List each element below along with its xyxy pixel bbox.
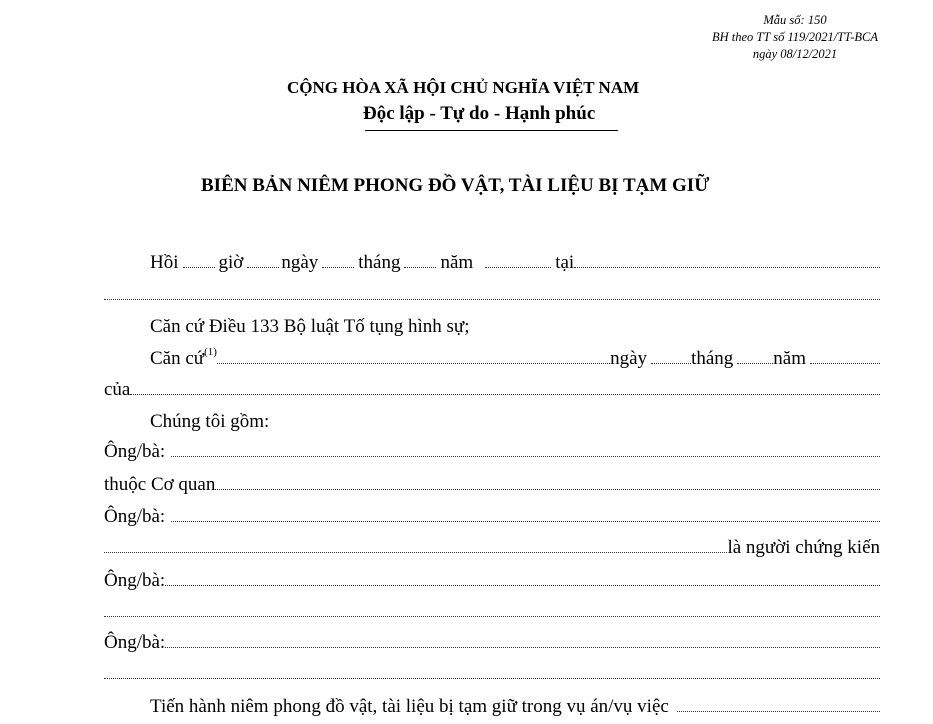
- person-4-line: [104, 628, 880, 654]
- year-field[interactable]: [485, 266, 551, 268]
- agency-line: [104, 470, 880, 496]
- person-3-field-continued[interactable]: [104, 615, 880, 617]
- hour-field[interactable]: [183, 266, 215, 268]
- person-label: Ông/bà:: [104, 441, 166, 462]
- cua-label: của: [104, 379, 131, 400]
- basis-thang-label: tháng: [691, 348, 734, 369]
- tai-label: tại: [555, 252, 575, 273]
- basis-nam-label: năm: [773, 348, 806, 369]
- officer-name-field[interactable]: [171, 455, 880, 457]
- person-3-field[interactable]: [165, 584, 880, 586]
- thang-label: tháng: [358, 252, 401, 273]
- proceed-text: Tiến hành niêm phong đồ vật, tài liệu bị tạm giữ trong vụ án/vụ việc: [150, 696, 669, 717]
- agency-field[interactable]: [215, 488, 880, 490]
- witness-suffix: là người chứng kiến: [727, 537, 880, 558]
- document-title: BIÊN BẢN NIÊM PHONG ĐỒ VẬT, TÀI LIỆU BỊ TẠM GIỮ: [201, 175, 710, 196]
- basis-day-field[interactable]: [651, 362, 691, 364]
- person-3-continued-line: [104, 597, 880, 623]
- basis-month-field[interactable]: [737, 362, 773, 364]
- witness-name-field[interactable]: [171, 520, 880, 522]
- person-3-line: [104, 566, 880, 592]
- case-field[interactable]: [677, 710, 880, 712]
- legal-basis-2: [150, 344, 880, 370]
- person-4-continued-line: [104, 659, 880, 685]
- gio-label: giờ: [218, 252, 244, 273]
- person-label: Ông/bà:: [104, 632, 166, 653]
- ngay-label: ngày: [281, 252, 319, 273]
- person-4-field[interactable]: [165, 646, 880, 648]
- day-field[interactable]: [322, 266, 354, 268]
- agency-label: thuộc Cơ quan: [104, 474, 216, 495]
- basis-label-text: Căn cứ: [150, 348, 205, 369]
- basis-label: [150, 348, 217, 370]
- legal-basis-1: [150, 312, 880, 338]
- place-field-continued[interactable]: [104, 298, 880, 300]
- we-include-line: [150, 407, 880, 433]
- national-title: CỘNG HÒA XÃ HỘI CHỦ NGHĨA VIỆT NAM: [287, 78, 640, 97]
- legal-basis-1-text: Căn cứ Điều 133 Bộ luật Tố tụng hình sự;: [150, 316, 470, 337]
- issuer-field[interactable]: [130, 393, 880, 395]
- hoi-label: Hồi: [150, 252, 179, 273]
- we-include-text: Chúng tôi gồm:: [150, 411, 270, 432]
- basis-year-field[interactable]: [810, 362, 880, 364]
- proceed-line: [150, 692, 880, 718]
- time-place-line: [150, 248, 880, 274]
- footnote-marker: (1): [204, 346, 217, 358]
- witness-role-line: [104, 533, 880, 559]
- national-motto: Độc lập - Tự do - Hạnh phúc: [363, 103, 596, 124]
- form-number: Mẫu số: 150: [763, 13, 827, 27]
- issuer-line: [104, 375, 880, 401]
- witness-details-field[interactable]: [104, 551, 727, 553]
- place-field[interactable]: [574, 266, 880, 268]
- minute-field[interactable]: [247, 266, 279, 268]
- basis-ngay-label: ngày: [610, 348, 648, 369]
- basis-document-field[interactable]: [217, 362, 610, 364]
- form-circular: BH theo TT số 119/2021/TT-BCA: [712, 30, 878, 44]
- place-continued-line: [104, 280, 880, 306]
- nam-label: năm: [440, 252, 474, 273]
- form-reference: [690, 12, 900, 63]
- witness-line: [104, 502, 880, 528]
- form-date: ngày 08/12/2021: [752, 47, 838, 61]
- person-label: Ông/bà:: [104, 506, 166, 527]
- person-4-field-continued[interactable]: [104, 677, 880, 679]
- person-label: Ông/bà:: [104, 570, 166, 591]
- month-field[interactable]: [404, 266, 436, 268]
- motto-underline: [365, 130, 618, 131]
- officer-line: [104, 437, 880, 463]
